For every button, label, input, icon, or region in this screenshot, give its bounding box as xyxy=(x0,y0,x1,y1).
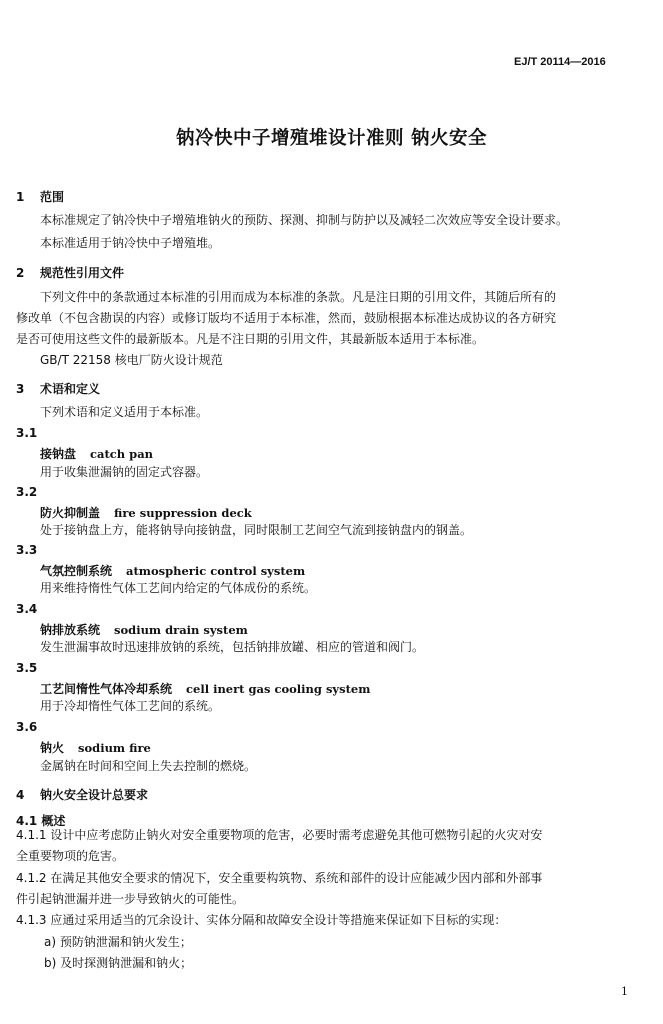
section-number: 2 xyxy=(16,266,25,280)
section-title: 钠火安全设计总要求 xyxy=(40,788,149,802)
term-heading xyxy=(40,739,151,756)
term-zh: 工艺间惰性气体冷却系统 xyxy=(40,682,173,696)
paragraph: 本标准规定了钠冷快中子增殖堆钠火的预防、探测、抑制与防护以及减轻二次效应等安全设计要求。 xyxy=(40,213,569,227)
term-definition: 金属钠在时间和空间上失去控制的燃烧。 xyxy=(40,759,257,773)
term-zh: 防火抑制盖 xyxy=(40,506,101,520)
normative-reference: GB/T 22158 核电厂防火设计规范 xyxy=(40,353,223,367)
page-number: 1 xyxy=(621,985,628,998)
clause-line: 全重要物项的危害。 xyxy=(16,849,125,863)
term-number: 3.4 xyxy=(16,602,38,616)
clause-line: 4.1.1 设计中应考虑防止钠火对安全重要物项的危害，必要时需考虑避免其他可燃物引起的火灾对安 xyxy=(16,828,543,842)
term-zh: 钠火 xyxy=(40,741,65,755)
section-title: 规范性引用文件 xyxy=(40,266,125,280)
paragraph: 下列术语和定义适用于本标准。 xyxy=(40,405,209,419)
standard-number: EJ/T 20114—2016 xyxy=(514,56,606,68)
term-definition: 用于冷却惰性气体工艺间的系统。 xyxy=(40,699,221,713)
term-en: sodium drain system xyxy=(114,623,248,637)
term-number: 3.1 xyxy=(16,426,38,440)
term-zh: 接钠盘 xyxy=(40,447,77,461)
section-4-heading xyxy=(16,786,148,803)
section-title: 范围 xyxy=(40,190,65,204)
term-zh: 气氛控制系统 xyxy=(40,564,113,578)
term-number: 3.2 xyxy=(16,485,38,499)
term-definition: 发生泄漏事故时迅速排放钠的系统，包括钠排放罐、相应的管道和阀门。 xyxy=(40,640,425,654)
term-heading xyxy=(40,562,305,579)
section-title: 术语和定义 xyxy=(40,382,101,396)
section-3-heading xyxy=(16,380,100,397)
paragraph-line: 修改单（不包含勘误的内容）或修订版均不适用于本标准，然而，鼓励根据本标准达成协议的各方研究 xyxy=(16,311,557,325)
term-heading xyxy=(40,504,252,521)
term-en: sodium fire xyxy=(78,741,151,755)
term-en: atmospheric control system xyxy=(126,564,306,578)
clause-line: 件引起钠泄漏并进一步导致钠火的可能性。 xyxy=(16,892,245,906)
paragraph-line: 是否可使用这些文件的最新版本。凡是不注日期的引用文件，其最新版本适用于本标准。 xyxy=(16,332,485,346)
section-number: 1 xyxy=(16,190,25,204)
subsection-heading: 4.1 概述 xyxy=(16,814,66,828)
term-en: fire suppression deck xyxy=(114,506,252,520)
paragraph-line: 下列文件中的条款通过本标准的引用而成为本标准的条款。凡是注日期的引用文件，其随后所有的 xyxy=(40,290,557,304)
term-heading xyxy=(40,680,370,697)
term-heading xyxy=(40,445,153,462)
term-number: 3.3 xyxy=(16,543,38,557)
section-2-heading xyxy=(16,264,124,281)
term-definition: 用来维持惰性气体工艺间内给定的气体成份的系统。 xyxy=(40,581,317,595)
paragraph: 本标准适用于钠冷快中子增殖堆。 xyxy=(40,236,221,250)
term-heading xyxy=(40,621,248,638)
term-definition: 处于接钠盘上方，能将钠导向接钠盘，同时限制工艺间空气流到接钠盘内的钢盖。 xyxy=(40,523,473,537)
term-number: 3.6 xyxy=(16,720,38,734)
clause-line: 4.1.2 在满足其他安全要求的情况下，安全重要构筑物、系统和部件的设计应能减少因内部和外部事 xyxy=(16,871,543,885)
section-number: 4 xyxy=(16,788,25,802)
term-zh: 钠排放系统 xyxy=(40,623,101,637)
term-definition: 用于收集泄漏钠的固定式容器。 xyxy=(40,465,209,479)
list-item: b) 及时探测钠泄漏和钠火； xyxy=(44,956,193,970)
clause-line: 4.1.3 应通过采用适当的冗余设计、实体分隔和故障安全设计等措施来保证如下目标的实现： xyxy=(16,913,507,927)
document-title: 钠冷快中子增殖堆设计准则 钠火安全 xyxy=(176,128,487,149)
section-1-heading xyxy=(16,188,64,205)
term-en: cell inert gas cooling system xyxy=(186,682,371,696)
term-en: catch pan xyxy=(90,447,154,461)
list-item: a) 预防钠泄漏和钠火发生； xyxy=(44,935,192,949)
section-number: 3 xyxy=(16,382,25,396)
term-number: 3.5 xyxy=(16,661,38,675)
